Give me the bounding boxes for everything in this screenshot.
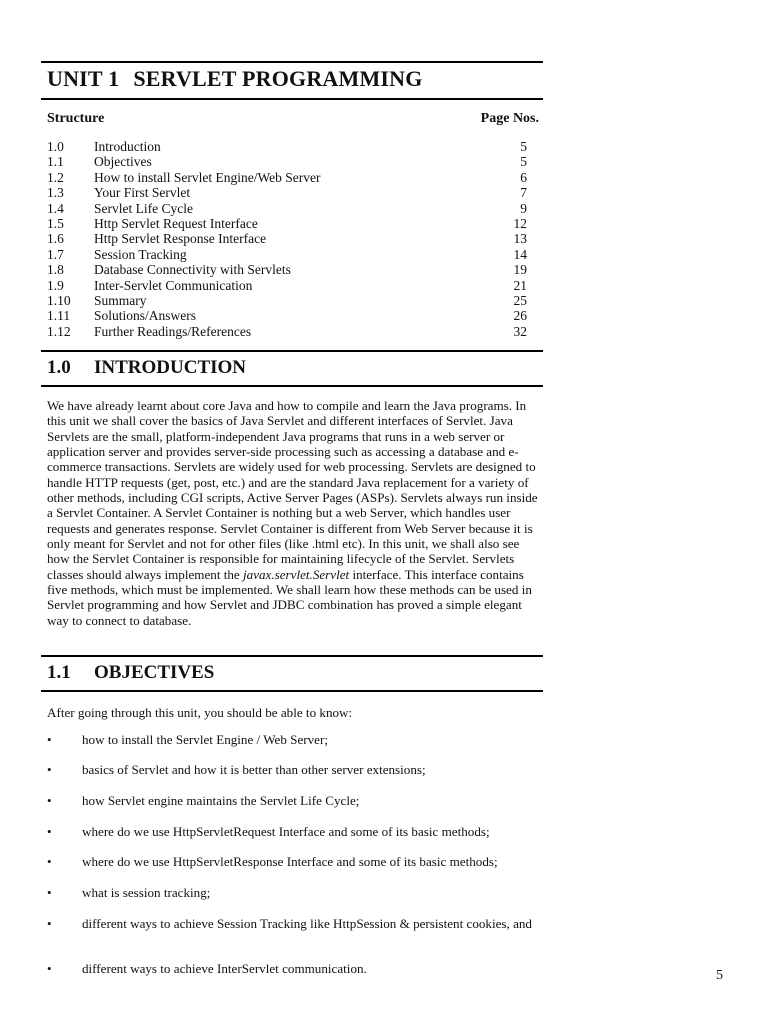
- toc-row: [47, 324, 527, 339]
- toc-row: [47, 154, 527, 169]
- toc-number: 1.0: [47, 139, 64, 154]
- toc-page-number: 7: [520, 185, 527, 201]
- toc-page-number: 19: [513, 262, 527, 278]
- objective-text: where do we use HttpServletResponse Interface and some of its basic methods;: [82, 854, 498, 869]
- section-title: INTRODUCTION: [94, 357, 247, 378]
- section-number: 1.1: [47, 662, 71, 683]
- toc-row: [47, 170, 527, 185]
- unit-name: SERVLET PROGRAMMING: [133, 66, 423, 91]
- toc-row: [47, 139, 527, 154]
- section-rule-bottom: [41, 690, 543, 692]
- toc-title: How to install Servlet Engine/Web Server: [94, 169, 321, 185]
- bullet-icon: •: [47, 762, 52, 777]
- section-heading-objectives: [47, 662, 214, 684]
- page-number: 5: [716, 968, 723, 983]
- toc-page-number: 12: [513, 215, 527, 231]
- toc-row: [47, 216, 527, 231]
- toc-title: Introduction: [94, 139, 161, 154]
- intro-text-1: We have already learnt about core Java and how to compile and learn the Java programs. In this unit we shall cover the basics of Java Servlet and different interfaces of Servlet. Java Servlets are the small, platform-independent Java programs that runs in a web server or application server and provides server-side processing such as accessing a database and e-commerce transactions. Servlets are widely used for web processing. Servlets are designed to handle HTTP requests (get, post, etc.) and are the standard Java replacement for a variety of other methods, including CGI scripts, Active Server Pages (ASPs). Servlets always run inside a Servlet Container. A Servlet Container is nothing but a web Server, which handles user requests and generates response. Servlet Container is different from Web Server because it is only meant for Servlet and not for other files (like .html etc). In this unit, we shall also see how the Servlet Container is responsible for maintaining lifecycle of the Servlet. Servlets classes should always implement the: [47, 398, 538, 582]
- toc-page-number: 6: [520, 169, 527, 185]
- structure-header: [47, 111, 539, 127]
- toc-title: Your First Servlet: [94, 185, 191, 201]
- intro-italic-class: javax.servlet.Servlet: [243, 566, 350, 582]
- section-rule-bottom: [41, 385, 543, 387]
- objective-text: different ways to achieve InterServlet communication.: [82, 961, 367, 976]
- toc-row: [47, 293, 527, 308]
- bullet-icon: •: [47, 885, 52, 900]
- toc-number: 1.12: [47, 323, 71, 339]
- objective-text: how to install the Servlet Engine / Web Server;: [82, 732, 328, 747]
- bullet-icon: •: [47, 916, 52, 931]
- toc-title: Http Servlet Response Interface: [94, 231, 267, 247]
- toc-page-number: 26: [513, 308, 527, 324]
- objectives-lead: After going through this unit, you should be able to know:: [47, 705, 353, 720]
- unit-number: UNIT 1: [47, 66, 120, 91]
- bullet-icon: •: [47, 824, 52, 839]
- toc-number: 1.2: [47, 169, 64, 185]
- section-rule-top: [41, 350, 543, 352]
- section-title: OBJECTIVES: [94, 662, 215, 683]
- top-rule: [41, 61, 543, 63]
- bullet-icon: •: [47, 854, 52, 869]
- toc-title: Servlet Life Cycle: [94, 200, 193, 216]
- page-nos-heading: Page Nos.: [480, 111, 539, 126]
- toc-title: Session Tracking: [94, 246, 187, 262]
- objective-text: different ways to achieve Session Tracking like HttpSession & persistent cookies, and: [82, 916, 532, 931]
- bullet-icon: •: [47, 961, 52, 976]
- toc-number: 1.1: [47, 154, 64, 170]
- toc-number: 1.7: [47, 246, 64, 262]
- toc-title: Solutions/Answers: [94, 308, 197, 324]
- unit-title: [47, 66, 423, 92]
- toc-page-number: 21: [513, 277, 527, 293]
- unit-title-underline: [41, 98, 543, 100]
- toc-row: [47, 185, 527, 200]
- toc-page-number: 32: [513, 323, 527, 339]
- toc-number: 1.10: [47, 292, 71, 308]
- toc-row: [47, 231, 527, 246]
- toc-title: Http Servlet Request Interface: [94, 215, 258, 231]
- toc-page-number: 14: [513, 246, 527, 262]
- toc-title: Summary: [94, 292, 147, 308]
- toc-title: Further Readings/References: [94, 323, 252, 339]
- toc-number: 1.11: [47, 308, 71, 324]
- toc-row: [47, 247, 527, 262]
- section-heading-introduction: [47, 357, 246, 379]
- toc-title: Objectives: [94, 154, 152, 170]
- objective-text: what is session tracking;: [82, 885, 211, 900]
- toc-row: [47, 308, 527, 323]
- toc-page-number: 13: [513, 231, 527, 247]
- table-of-contents: [47, 139, 527, 339]
- toc-page-number: 5: [520, 139, 527, 154]
- toc-title: Inter-Servlet Communication: [94, 277, 253, 293]
- toc-page-number: 9: [520, 200, 527, 216]
- toc-number: 1.8: [47, 262, 64, 278]
- objective-text: how Servlet engine maintains the Servlet Life Cycle;: [82, 793, 360, 808]
- structure-heading: Structure: [47, 111, 105, 126]
- objective-text: basics of Servlet and how it is better than other server extensions;: [82, 762, 426, 777]
- toc-row: [47, 262, 527, 277]
- bullet-icon: •: [47, 793, 52, 808]
- toc-number: 1.6: [47, 231, 64, 247]
- toc-row: [47, 201, 527, 216]
- toc-number: 1.4: [47, 200, 64, 216]
- section-number: 1.0: [47, 357, 71, 378]
- toc-page-number: 5: [520, 154, 527, 170]
- bullet-icon: •: [47, 732, 52, 747]
- toc-number: 1.3: [47, 185, 64, 201]
- toc-number: 1.9: [47, 277, 64, 293]
- toc-number: 1.5: [47, 215, 64, 231]
- toc-title: Database Connectivity with Servlets: [94, 262, 291, 278]
- toc-page-number: 25: [513, 292, 527, 308]
- intro-text-2: interface. This interface contains five methods, which must be implemented. We shall learn how these methods can be used in Servlet programming and how Servlet and JDBC combination has proved a simple elegant way to connect to database.: [47, 566, 532, 628]
- introduction-paragraph: [47, 398, 539, 628]
- toc-row: [47, 278, 527, 293]
- objective-text: where do we use HttpServletRequest Interface and some of its basic methods;: [82, 824, 490, 839]
- section-rule-top: [41, 655, 543, 657]
